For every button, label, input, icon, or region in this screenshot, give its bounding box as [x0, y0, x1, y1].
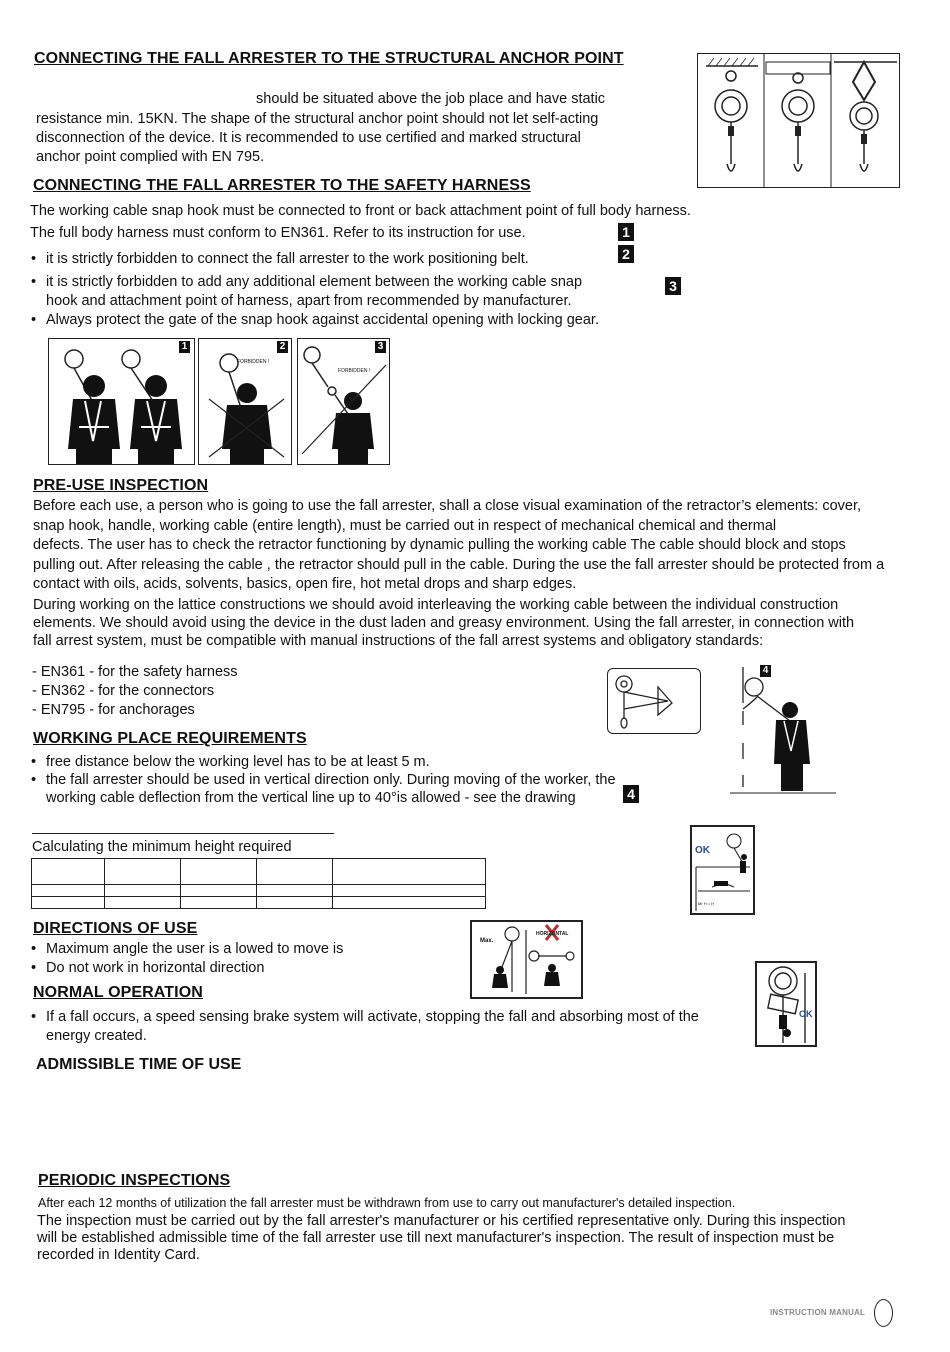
directions-bullet-1: • Maximum angle the user is a lowed to move is [46, 940, 343, 959]
directions-bullet-2: • Do not work in horizontal direction [46, 959, 264, 978]
anchor-text-line-2: resistance min. 15KN. The shape of the structural anchor point should not let self-acting [36, 111, 599, 127]
calc-cell [257, 885, 333, 897]
horizontal-label: HORIZONTAL [536, 931, 569, 937]
marker-1: 1 [618, 223, 634, 241]
calc-cell [181, 885, 257, 897]
calc-cell [105, 897, 181, 909]
operation-bullet-1: • If a fall occurs, a speed sensing brake system will activate, stopping the fall and absorbing most of the [46, 1008, 699, 1027]
figure-marker-4: 4 [760, 665, 771, 677]
calc-cell [333, 897, 486, 909]
normal-operation-figure [755, 961, 817, 1047]
forbidden-label-3: FORBIDDEN ! [338, 368, 371, 374]
deflection-figure [730, 663, 836, 797]
anchor-point-figure [697, 53, 900, 188]
working-bullet-2: • the fall arrester should be used in vertical direction only. During moving of the worker, the [46, 771, 616, 790]
inspection-para2-line-1: During working on the lattice constructions we should avoid interleaving the working cable between the individual construction [33, 597, 839, 613]
periodic-line-2: will be established admissible time of the fall arrester use till next manufacturer's inspection. The result of inspection must be [37, 1230, 835, 1246]
calc-cell [257, 859, 333, 885]
inspection-para1-line-5: contact with oils, acids, solvents, basics, open fire, hot metal drops and sharp edges. [33, 576, 577, 592]
marker-4: 4 [623, 785, 639, 803]
harness-figure-2-forbidden [198, 338, 292, 465]
marker-3: 3 [665, 277, 681, 295]
harness-bullet-2-cont: hook and attachment point of harness, apart from recommended by manufacturer. [46, 293, 572, 309]
figure-marker-2: 2 [277, 341, 288, 353]
harness-bullet-1: • it is strictly forbidden to connect the fall arrester to the work positioning belt. [46, 250, 529, 269]
footer-label: INSTRUCTION MANUAL [770, 1308, 866, 1317]
inspection-para2-line-3: fall arrest system, must be compatible with manual instructions of the fall arrest systems and obligatory standards: [33, 633, 764, 649]
calc-divider [32, 833, 334, 834]
calc-cell [32, 897, 105, 909]
directions-figure [470, 920, 583, 999]
section-heading-safety-harness: CONNECTING THE FALL ARRESTER TO THE SAFETY HARNESS [33, 177, 531, 194]
calc-cell [105, 885, 181, 897]
figure-marker-3: 3 [375, 341, 386, 353]
periodic-line-small: After each 12 months of utilization the fall arrester must be withdrawn from use to carry out manufacturer's detailed inspection. [38, 1196, 736, 1210]
harness-figure-3-forbidden [297, 338, 390, 465]
section-heading-pre-use-inspection: PRE-USE INSPECTION [33, 477, 209, 494]
periodic-line-3: recorded in Identity Card. [37, 1247, 200, 1263]
section-heading-anchor-point: CONNECTING THE FALL ARRESTER TO THE STRUCTURAL ANCHOR POINT [34, 50, 624, 67]
section-heading-directions-of-use: DIRECTIONS OF USE [33, 920, 198, 937]
section-heading-periodic-inspections: PERIODIC INSPECTIONS [38, 1172, 231, 1189]
calc-table-row [32, 859, 486, 885]
calc-cell [32, 885, 105, 897]
section-heading-admissible-time: ADMISSIBLE TIME OF USE [36, 1056, 242, 1073]
section-heading-working-place: WORKING PLACE REQUIREMENTS [33, 730, 307, 747]
max-label: Max. [480, 938, 494, 944]
calc-cell [32, 859, 105, 885]
harness-bullet-2: • it is strictly forbidden to add any additional element between the working cable snap [46, 273, 582, 292]
inspection-para2-line-2: elements. We should avoid using the device in the dust laden and greasy environment. Using the fall arrester, in connection with [33, 615, 855, 631]
calc-label: Calculating the minimum height required [32, 839, 292, 855]
section-heading-normal-operation: NORMAL OPERATION [33, 984, 203, 1001]
calc-cell [257, 897, 333, 909]
harness-text-line-2: The full body harness must conform to EN361. Refer to its instruction for use. [30, 225, 526, 241]
working-bullet-1: • free distance below the working level has to be at least 5 m. [46, 753, 430, 772]
calc-cell [181, 897, 257, 909]
calc-cell [333, 885, 486, 897]
periodic-line-1: The inspection must be carried out by the fall arrester's manufacturer or his certified representative only. During this inspection [37, 1213, 846, 1229]
inspection-para1-line-3: defects. The user has to check the retractor functioning by dynamic pulling the working cable The cable should block and stops [33, 537, 846, 553]
calc-table [31, 858, 486, 909]
standard-en362: - EN362 - for the connectors [32, 683, 215, 699]
calc-cell [181, 859, 257, 885]
harness-text-line-1: The working cable snap hook must be connected to front or back attachment point of full body harness. [30, 203, 691, 219]
calc-table-row [32, 885, 486, 897]
standard-en795: - EN795 - for anchorages [32, 702, 195, 718]
ok-label-operation: OK [799, 1009, 813, 1019]
calc-cell [105, 859, 181, 885]
height-formula: Mr H = H [698, 901, 715, 906]
harness-figure-1 [48, 338, 195, 465]
ok-label-height: OK [695, 845, 710, 856]
figure-marker-1: 1 [179, 341, 190, 353]
forbidden-label-2: FORBIDDEN ! [237, 359, 270, 365]
anchor-text-line-1: should be situated above the job place and have static [256, 91, 606, 107]
operation-bullet-1-cont: energy created. [46, 1028, 147, 1044]
min-height-figure [690, 825, 755, 915]
retractor-pull-figure [607, 668, 701, 734]
inspection-para1-line-4: pulling out. After releasing the cable , the retractor should pull in the cable. During the use the fall arrester should be protected from a [33, 557, 885, 573]
harness-bullet-3: • Always protect the gate of the snap hook against accidental opening with locking gear. [46, 311, 599, 330]
anchor-text-line-3: disconnection of the device. It is recommended to use certified and marked structural [36, 130, 581, 146]
inspection-para1-line-2: snap hook, handle, working cable (entire length), must be carried out in respect of mechanical chemical and thermal [33, 518, 777, 534]
page-number-oval [874, 1299, 893, 1327]
calc-cell [333, 859, 486, 885]
inspection-para1-line-1: Before each use, a person who is going to use the fall arrester, shall a close visual examination of the retractor’s elements: cover, [33, 498, 862, 514]
marker-2: 2 [618, 245, 634, 263]
anchor-text-line-4: anchor point complied with EN 795. [36, 149, 265, 165]
working-bullet-2-cont: working cable deflection from the vertical line up to 40°is allowed - see the drawing [46, 790, 576, 806]
calc-table-row [32, 897, 486, 909]
standard-en361: - EN361 - for the safety harness [32, 664, 238, 680]
